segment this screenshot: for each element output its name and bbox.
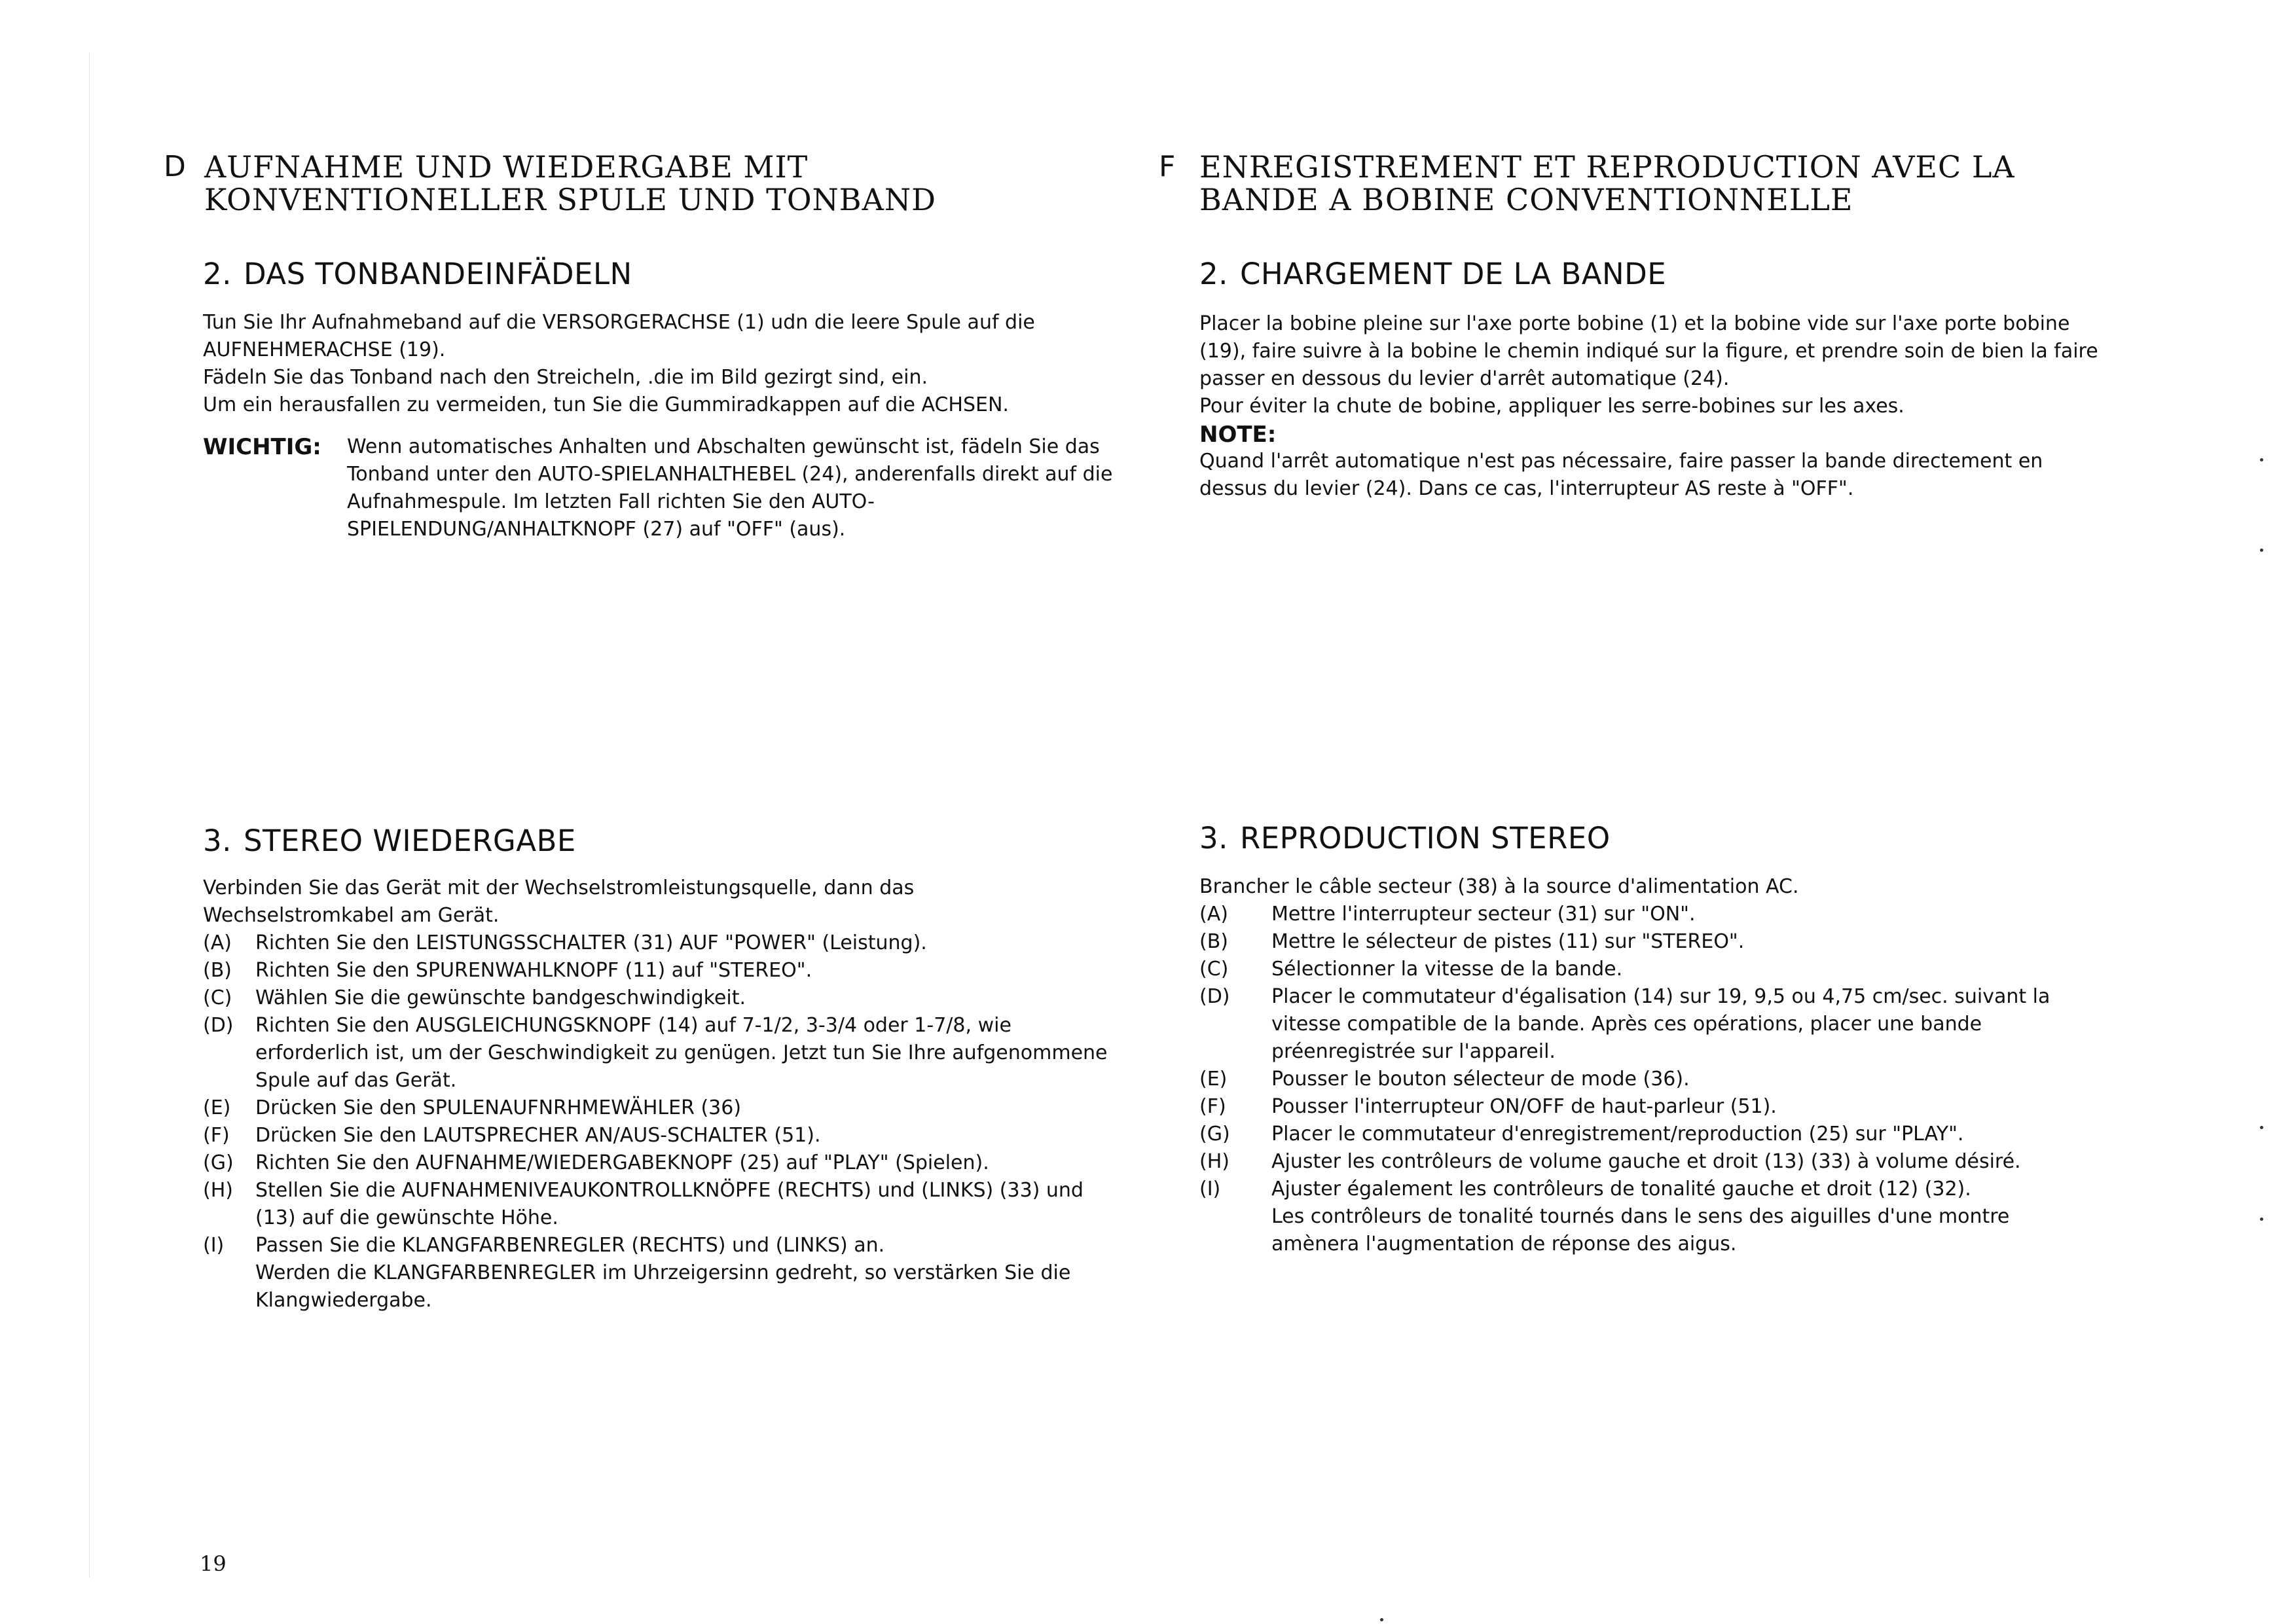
french-section3-steps bbox=[1199, 901, 2103, 1258]
list-item bbox=[1199, 901, 2103, 928]
list-item bbox=[1199, 928, 2103, 956]
scan-speck bbox=[2260, 549, 2263, 552]
french-note-text: Quand l'arrêt automatique n'est pas nécessaire, faire passer la bande directement en dessus du levier (24). Dans ce cas, l'interrupteur AS reste à "OFF". bbox=[1199, 450, 2043, 500]
step-text: Pousser l'interrupteur ON/OFF de haut-parleur (51). bbox=[1271, 1095, 1777, 1118]
step-text: Ajuster également les contrôleurs de tonalité gauche et droit (12) (32). bbox=[1271, 1178, 1971, 1200]
german-section2-para3: Um ein herausfallen zu vermeiden, tun Sie die Gummiradkappen auf die ACHSEN. bbox=[203, 393, 1009, 416]
page-number: 19 bbox=[200, 1551, 227, 1576]
scan-speck bbox=[2260, 458, 2263, 461]
french-section2-body bbox=[1199, 310, 2103, 420]
step-continuation: Les contrôleurs de tonalité tournés dans le sens des aiguilles d'une montre amènera l'augmentation de réponse des aigus. bbox=[1271, 1205, 2010, 1255]
list-item bbox=[203, 1232, 1120, 1314]
step-marker: (E) bbox=[1199, 1068, 1228, 1091]
french-chapter-heading bbox=[1159, 151, 2015, 216]
step-marker: (E) bbox=[203, 1096, 231, 1119]
step-text: Sélectionner la vitesse de la bande. bbox=[1271, 958, 1623, 981]
french-section2-title bbox=[1199, 257, 1666, 291]
step-text: Mettre le sélecteur de pistes (11) sur "STEREO". bbox=[1271, 930, 1745, 953]
step-marker: (I) bbox=[203, 1234, 225, 1257]
step-continuation: Werden die KLANGFARBENREGLER im Uhrzeigersinn gedreht, so verstärken Sie die Klangwiedergabe. bbox=[255, 1261, 1071, 1312]
french-section2-para1: Placer la bobine pleine sur l'axe porte bobine (1) et la bobine vide sur l'axe porte bobine (19), faire suivre à la bobine le chemin indiqué sur la figure, et prendre soin de bien la faire passer en dessous du levier d'arrêt automatique (24). bbox=[1199, 312, 2098, 390]
french-section2-number: 2. bbox=[1199, 257, 1228, 291]
list-item bbox=[203, 1177, 1120, 1232]
german-section3-title bbox=[203, 823, 576, 858]
list-item bbox=[203, 1094, 1120, 1122]
list-item bbox=[1199, 983, 2103, 1066]
page-margin-line bbox=[89, 52, 90, 1578]
step-marker: (D) bbox=[1199, 985, 1230, 1008]
french-section2-title-text: CHARGEMENT DE LA BANDE bbox=[1239, 257, 1667, 291]
step-marker: (I) bbox=[1199, 1178, 1221, 1200]
list-item bbox=[1199, 1121, 2103, 1148]
list-item bbox=[1199, 1066, 2103, 1093]
german-chapter-heading bbox=[164, 151, 936, 216]
german-section3-steps bbox=[203, 929, 1120, 1314]
german-section3-number: 3. bbox=[203, 823, 232, 858]
french-section3-intro bbox=[1199, 873, 2103, 901]
scan-speck bbox=[2260, 1126, 2263, 1129]
list-item bbox=[203, 957, 1120, 984]
step-marker: (F) bbox=[203, 1124, 230, 1147]
german-section2-para2: Fädeln Sie das Tonband nach den Streicheln, .die im Bild gezirgt sind, ein. bbox=[203, 366, 928, 389]
step-text: Wählen Sie die gewünschte bandgeschwindigkeit. bbox=[255, 986, 746, 1009]
german-section3-intro bbox=[203, 875, 1093, 929]
step-text: Placer le commutateur d'enregistrement/reproduction (25) sur "PLAY". bbox=[1271, 1123, 1964, 1146]
step-marker: (B) bbox=[1199, 930, 1228, 953]
german-chapter-title-line2: KONVENTIONELLER SPULE UND TONBAND bbox=[204, 182, 936, 217]
french-section2-note bbox=[1199, 422, 2103, 503]
german-note-text: Wenn automatisches Anhalten und Abschalten gewünscht ist, fädeln Sie das Tonband unter den AUTO-SPIELANHALTHEBEL (24), anderenfalls direkt auf die Aufnahmespule. Im letzten Fall richten Sie den AUTO-SPIELENDUNG/ANHALTKNOPF (27) auf "OFF" (aus). bbox=[347, 435, 1113, 541]
step-text: Richten Sie den SPURENWAHLKNOPF (11) auf "STEREO". bbox=[255, 959, 812, 982]
list-item bbox=[1199, 956, 2103, 983]
step-text: Richten Sie den LEISTUNGSSCHALTER (31) AUF "POWER" (Leistung). bbox=[255, 931, 927, 954]
step-marker: (A) bbox=[203, 931, 232, 954]
german-section3-intro-text: Verbinden Sie das Gerät mit der Wechselstromleistungsquelle, dann das Wechselstromkabel am Gerät. bbox=[203, 876, 915, 927]
step-marker: (H) bbox=[203, 1179, 233, 1202]
german-chapter-flag: D bbox=[164, 150, 187, 183]
french-chapter-flag: F bbox=[1159, 150, 1176, 183]
scan-speck bbox=[1380, 1618, 1383, 1621]
french-section3-title-text: REPRODUCTION STEREO bbox=[1239, 821, 1611, 856]
german-section2-number: 2. bbox=[203, 257, 232, 291]
german-chapter-title-line1: AUFNAHME UND WIEDERGABE MIT bbox=[204, 149, 809, 185]
step-marker: (H) bbox=[1199, 1150, 1230, 1173]
french-section2-para2: Pour éviter la chute de bobine, appliquer les serre-bobines sur les axes. bbox=[1199, 395, 1904, 418]
french-section3-title bbox=[1199, 821, 1611, 856]
french-chapter-title-line1: ENREGISTREMENT ET REPRODUCTION AVEC LA bbox=[1199, 149, 2015, 185]
list-item bbox=[1199, 1148, 2103, 1176]
list-item bbox=[1199, 1176, 2103, 1258]
step-text: Ajuster les contrôleurs de volume gauche et droit (13) (33) à volume désiré. bbox=[1271, 1150, 2021, 1173]
german-section3-title-text: STEREO WIEDERGABE bbox=[243, 823, 576, 858]
list-item bbox=[1199, 1093, 2103, 1121]
step-marker: (C) bbox=[203, 986, 232, 1009]
step-text: Placer le commutateur d'égalisation (14) sur 19, 9,5 ou 4,75 cm/sec. suivant la vitesse compatible de la bande. Après ces opérations, placer une bande préenregistrée sur l'appareil. bbox=[1271, 985, 2050, 1063]
german-section2-note bbox=[203, 433, 1113, 551]
french-note-label: NOTE: bbox=[1199, 422, 1277, 448]
german-section2-body bbox=[203, 309, 1113, 419]
french-section3-number: 3. bbox=[1199, 821, 1228, 856]
step-text: Richten Sie den AUSGLEICHUNGSKNOPF (14) auf 7-1/2, 3-3/4 oder 1-7/8, wie erforderlich ist, um der Geschwindigkeit zu genügen. Jetzt tun Sie Ihre aufgenommene Spule auf das Gerät. bbox=[255, 1014, 1108, 1092]
step-marker: (G) bbox=[203, 1151, 234, 1174]
step-text: Mettre l'interrupteur secteur (31) sur "ON". bbox=[1271, 903, 1696, 926]
step-text: Drücken Sie den SPULENAUFNRHMEWÄHLER (36) bbox=[255, 1096, 742, 1119]
list-item bbox=[203, 984, 1120, 1012]
step-text: Passen Sie die KLANGFARBENREGLER (RECHTS) und (LINKS) an. bbox=[255, 1234, 885, 1257]
step-marker: (F) bbox=[1199, 1095, 1226, 1118]
step-marker: (D) bbox=[203, 1014, 234, 1037]
step-text: Pousser le bouton sélecteur de mode (36). bbox=[1271, 1068, 1690, 1091]
german-section2-title bbox=[203, 257, 632, 291]
scan-speck bbox=[2260, 1218, 2263, 1221]
list-item bbox=[203, 1012, 1120, 1094]
step-marker: (C) bbox=[1199, 958, 1229, 981]
list-item bbox=[203, 1122, 1120, 1149]
step-marker: (B) bbox=[203, 959, 232, 982]
german-note-label: WICHTIG: bbox=[203, 434, 321, 460]
step-marker: (A) bbox=[1199, 903, 1228, 926]
french-section3-intro-text: Brancher le câble secteur (38) à la source d'alimentation AC. bbox=[1199, 875, 1799, 898]
step-text: Stellen Sie die AUFNAHMENIVEAUKONTROLLKNÖPFE (RECHTS) und (LINKS) (33) und (13) auf die gewünschte Höhe. bbox=[255, 1179, 1084, 1229]
german-section2-title-text: DAS TONBANDEINFÄDELN bbox=[243, 257, 632, 291]
step-text: Drücken Sie den LAUTSPRECHER AN/AUS-SCHALTER (51). bbox=[255, 1124, 821, 1147]
list-item bbox=[203, 929, 1120, 957]
step-marker: (G) bbox=[1199, 1123, 1230, 1146]
french-chapter-title-line2: BANDE A BOBINE CONVENTIONNELLE bbox=[1199, 182, 1853, 217]
list-item bbox=[203, 1149, 1120, 1177]
step-text: Richten Sie den AUFNAHME/WIEDERGABEKNOPF (25) auf "PLAY" (Spielen). bbox=[255, 1151, 989, 1174]
german-section2-para1: Tun Sie Ihr Aufnahmeband auf die VERSORGERACHSE (1) udn die leere Spule auf die AUFNEHMERACHSE (19). bbox=[203, 311, 1035, 361]
